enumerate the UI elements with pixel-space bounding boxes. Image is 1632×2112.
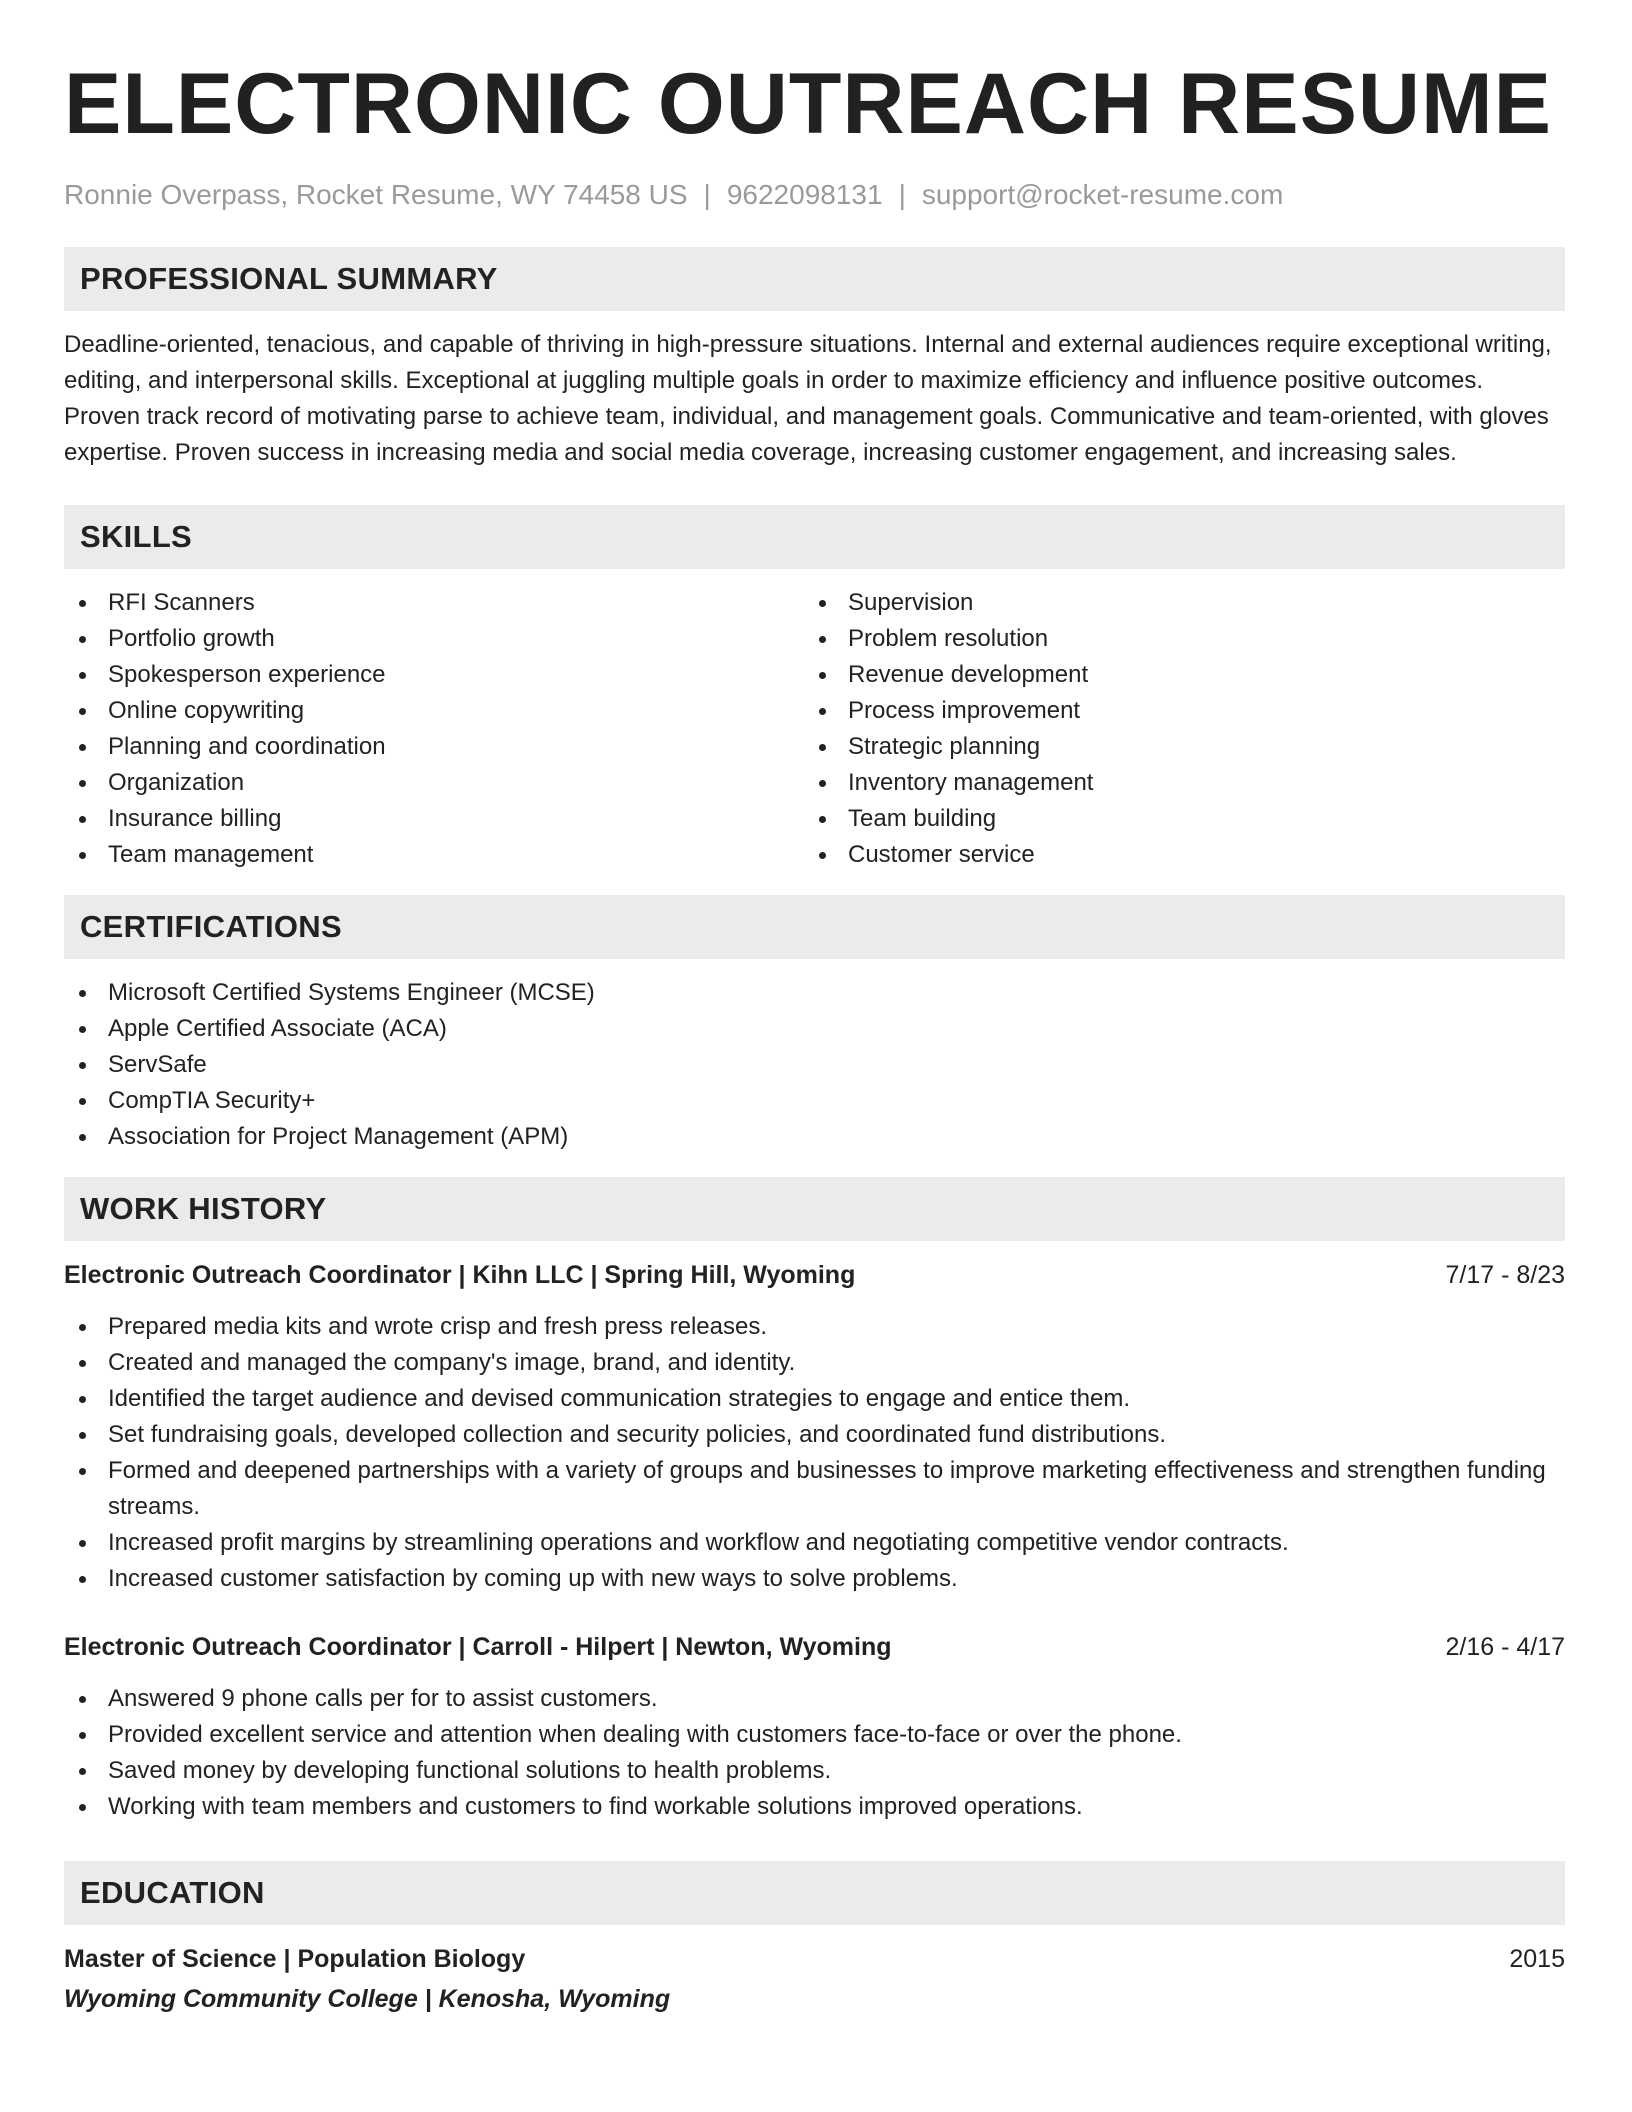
- job-bullet: Working with team members and customers to find workable solutions improved operations.: [64, 1789, 1565, 1825]
- job-header: [64, 1257, 1565, 1293]
- job-bullet: Increased profit margins by streamlining operations and workflow and negotiating competitive vendor contracts.: [64, 1525, 1565, 1561]
- job-bullet: Provided excellent service and attention when dealing with customers face-to-face or over the phone.: [64, 1717, 1565, 1753]
- skill-item: Customer service: [804, 837, 1544, 873]
- certification-item: Microsoft Certified Systems Engineer (MCSE): [64, 975, 1565, 1011]
- certification-item: ServSafe: [64, 1047, 1565, 1083]
- education-degree: Master of Science | Population Biology: [64, 1945, 526, 1973]
- job-dates: 7/17 - 8/23: [1445, 1261, 1565, 1289]
- contact-line: [64, 178, 1565, 212]
- job-bullet: Saved money by developing functional solutions to health problems.: [64, 1753, 1565, 1789]
- job-bullet: Prepared media kits and wrote crisp and fresh press releases.: [64, 1309, 1565, 1345]
- job-bullets: [64, 1309, 1565, 1597]
- job-bullet: Answered 9 phone calls per for to assist customers.: [64, 1681, 1565, 1717]
- job-bullet: Created and managed the company's image, brand, and identity.: [64, 1345, 1565, 1381]
- job-bullets: [64, 1681, 1565, 1825]
- contact-phone: 9622098131: [726, 179, 883, 210]
- certification-item: CompTIA Security+: [64, 1083, 1565, 1119]
- job-bullet: Identified the target audience and devised communication strategies to engage and entice them.: [64, 1381, 1565, 1417]
- skill-item: Strategic planning: [804, 729, 1544, 765]
- skill-item: Inventory management: [804, 765, 1544, 801]
- job-bullet: Set fundraising goals, developed collection and security policies, and coordinated fund distributions.: [64, 1417, 1565, 1453]
- certifications-heading: CERTIFICATIONS: [64, 895, 1565, 959]
- job-dates: 2/16 - 4/17: [1445, 1633, 1565, 1661]
- job-title: Electronic Outreach Coordinator | Carroll - Hilpert | Newton, Wyoming: [64, 1633, 892, 1661]
- skill-item: Spokesperson experience: [64, 657, 804, 693]
- skill-item: Team management: [64, 837, 804, 873]
- job-bullet: Increased customer satisfaction by coming up with new ways to solve problems.: [64, 1561, 1565, 1597]
- education-header: [64, 1941, 1565, 1977]
- skill-item: Insurance billing: [64, 801, 804, 837]
- skills-list-left: [64, 585, 804, 873]
- job-title: Electronic Outreach Coordinator | Kihn LLC | Spring Hill, Wyoming: [64, 1261, 856, 1289]
- skills-list-right: [804, 585, 1544, 873]
- skill-item: Organization: [64, 765, 804, 801]
- certifications-list: [64, 975, 1565, 1155]
- skill-item: Planning and coordination: [64, 729, 804, 765]
- skill-item: Process improvement: [804, 693, 1544, 729]
- skill-item: Problem resolution: [804, 621, 1544, 657]
- summary-heading: PROFESSIONAL SUMMARY: [64, 247, 1565, 311]
- contact-email: support@rocket-resume.com: [921, 179, 1284, 210]
- contact-separator: |: [898, 179, 906, 210]
- contact-address: Ronnie Overpass, Rocket Resume, WY 74458 US: [64, 179, 688, 210]
- contact-separator: |: [703, 179, 711, 210]
- summary-text: Deadline-oriented, tenacious, and capable of thriving in high-pressure situations. Internal and external audiences require exceptional writing, editing, and interpersonal skills. Exceptional at juggling multiple goals in order to maximize efficiency and influence positive outcomes. Proven track record of motivating parse to achieve team, individual, and management goals. Communicative and team-oriented, with gloves expertise. Proven success in increasing media and social media coverage, increasing customer engagement, and increasing sales.: [64, 331, 1552, 466]
- work-history-heading: WORK HISTORY: [64, 1177, 1565, 1241]
- skill-item: RFI Scanners: [64, 585, 804, 621]
- certification-item: Association for Project Management (APM): [64, 1119, 1565, 1155]
- education-school: Wyoming Community College | Kenosha, Wyoming: [64, 1985, 671, 2013]
- skill-item: Supervision: [804, 585, 1544, 621]
- education-year: 2015: [1509, 1945, 1565, 1973]
- job-bullet: Formed and deepened partnerships with a variety of groups and businesses to improve marketing effectiveness and strengthen funding streams.: [64, 1453, 1565, 1525]
- education-heading: EDUCATION: [64, 1861, 1565, 1925]
- certification-item: Apple Certified Associate (ACA): [64, 1011, 1565, 1047]
- skills-heading: SKILLS: [64, 505, 1565, 569]
- skill-item: Revenue development: [804, 657, 1544, 693]
- job-header: [64, 1629, 1565, 1665]
- skill-item: Online copywriting: [64, 693, 804, 729]
- skill-item: Team building: [804, 801, 1544, 837]
- resume-title: ELECTRONIC OUTREACH RESUME: [64, 56, 1553, 152]
- skills-columns: [64, 585, 1565, 873]
- skill-item: Portfolio growth: [64, 621, 804, 657]
